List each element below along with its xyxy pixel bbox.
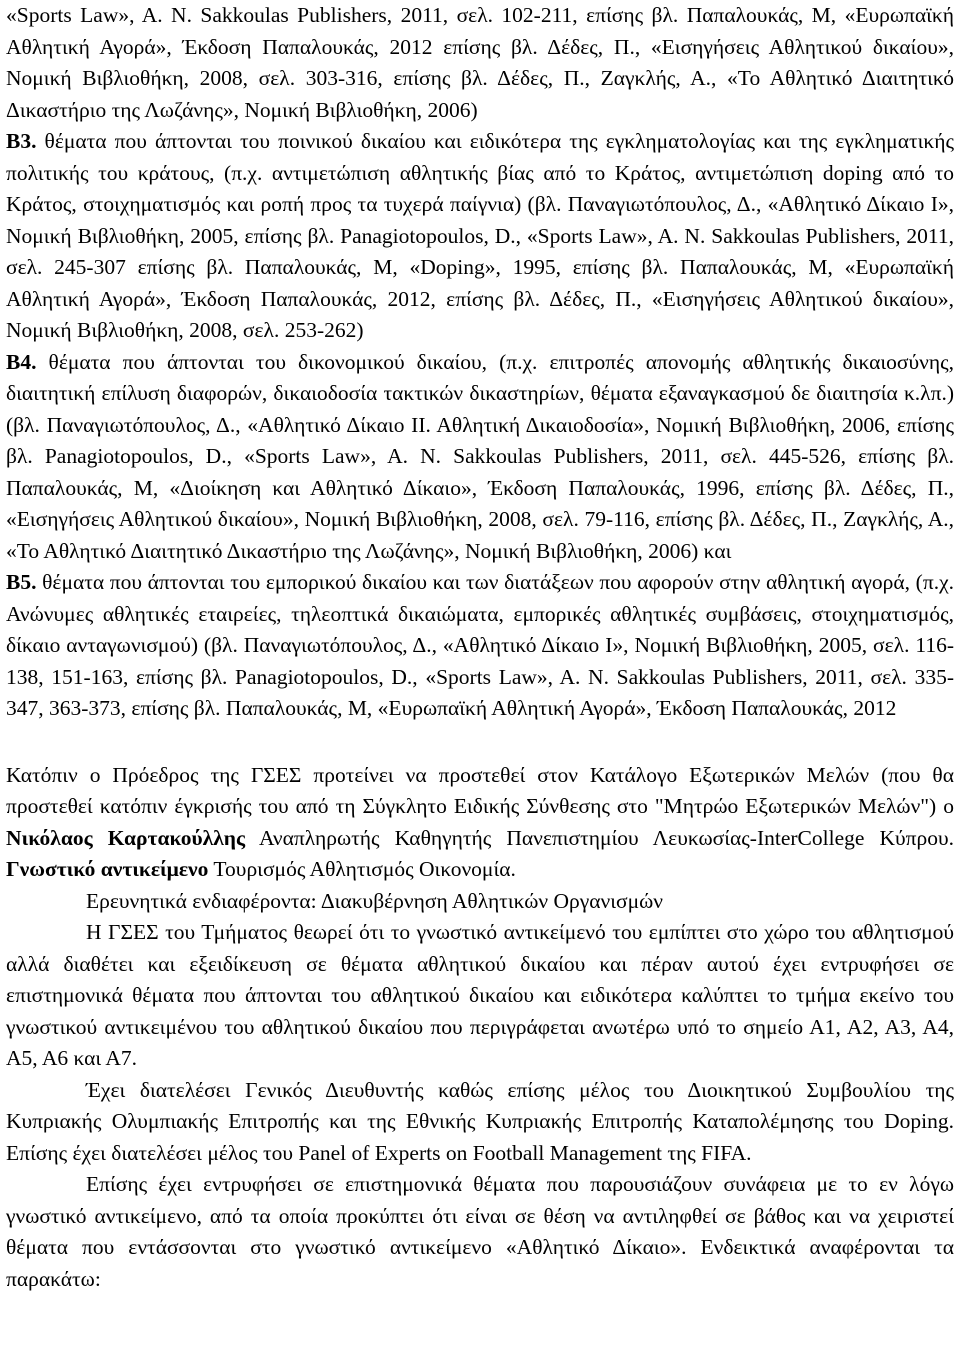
proposal-position: Αναπληρωτής Καθηγητής Πανεπιστημίου Λευκωσίας-InterCollege Κύπρου. bbox=[245, 825, 955, 850]
subject-text: Τουρισμός Αθλητισμός Οικονομία. bbox=[208, 857, 516, 881]
reference-paragraph: «Sports Law», A. N. Sakkoulas Publishers, 2011, σελ. 102-211, επίσης βλ. Παπαλουκάς, Μ, «Ευρωπαϊκή Αθλητική Αγορά», Έκδοση Παπαλουκάς, 2012 επίσης βλ. Δέδες, Π., «Εισηγήσεις Αθλητικού δικαίου», Νομική Βιβλιοθήκη, 2008, σελ. 303-316, επίσης βλ. Δέδες, Π., Ζαγκλής, Α., «Το Αθλητικό Διαιτητικό Δικαστήριο της Λωζάνης», Νομική Βιβλιοθήκη, 2006) bbox=[6, 3, 954, 122]
gses-paragraph: Η ΓΣΕΣ του Τμήματος θεωρεί ότι το γνωστικό αντικείμενό του εμπίπτει στο χώρο του αθλητισμού αλλά διαθέτει και εξειδίκευση σε θέματα αθλητικού δικαίου και πέραν αυτού έχει εντρυφήσει σε επιστημονικά θέματα που άπτονται του αθλητικού δικαίου και ειδικότερα καλύπτει το τμήμα εκείνο του γνωστικού αντικειμένου του αθλητικού δικαίου που περιγράφεται ανωτέρω υπό το σημείο Α1, Α2, Α3, Α4, Α5, Α6 και Α7. bbox=[6, 920, 954, 1070]
research-paragraph: Επίσης έχει εντρυφήσει σε επιστημονικά θέματα που παρουσιάζουν συνάφεια με το εν λόγω γνωστικό αντικείμενο, από τα οποία προκύπτει ότι είναι σε θέση να αντιληφθεί σε βάθος και να χειριστεί θέματα που εντάσσονται στο γνωστικό αντικείμενο «Αθλητικό Δίκαιο». Ενδεικτικά αναφέρονται τα παρακάτω: bbox=[6, 1172, 954, 1291]
section-label: B4. bbox=[6, 349, 37, 374]
proposal-text: Κατόπιν ο Πρόεδρος της ΓΣΕΣ προτείνει να προστεθεί στον Κατάλογο Εξωτερικών Μελών (που θα προστεθεί κατόπιν έγκρισής του από τη Σύγκλητο Ειδικής Σύνθεσης στο "Μητρώο Εξωτερικών Μελών") ο bbox=[6, 762, 954, 818]
section-b3 bbox=[6, 126, 954, 347]
section-label: B5. bbox=[6, 570, 37, 594]
proposal-paragraph bbox=[6, 760, 954, 886]
director-paragraph: Έχει διατελέσει Γενικός Διευθυντής καθώς επίσης μέλος του Διοικητικού Συμβουλίου της Κυπριακής Ολυμπιακής Επιτροπής και της Εθνικής Κυπριακής Επιτροπής Καταπολέμησης του Doping. Επίσης έχει διατελέσει μέλος του Panel of Experts on Football Management της FIFA. bbox=[6, 1077, 954, 1165]
section-text: θέματα που άπτονται του ποινικού δικαίου και ειδικότερα της εγκληματολογίας και της εγκληματικής πολιτικής του κράτους, (π.χ. αντιμετώπιση αθλητικής βίας από το Κράτος, αντιμετώπιση doping από το Κράτος, στοιχηματισμός και ροπή προς τα τυχερά παίγνια) (βλ. Παναγιωτόπουλος, Δ., «Αθλητικό Δίκαιο Ι», Νομική Βιβλιοθήκη, 2005, επίσης βλ. Panagiotopoulos, D., «Sports Law», A. N. Sakkoulas Publishers, 2011, σελ. 245-307 επίσης βλ. Παπαλουκάς, Μ, «Doping», 1995, επίσης βλ. Παπαλουκάς, Μ, «Ευρωπαϊκή Αθλητική Αγορά», Έκδοση Παπαλουκάς, 2012, επίσης βλ. Δέδες, Π., «Εισηγήσεις Αθλητικού δικαίου», Νομική Βιβλιοθήκη, 2008, σελ. 253-262) bbox=[6, 129, 954, 342]
research-interests: Ερευνητικά ενδιαφέροντα: Διακυβέρνηση Αθλητικών Οργανισμών bbox=[86, 888, 664, 913]
section-text: θέματα που άπτονται του δικονομικού δικαίου, (π.χ. επιτροπές απονομής αθλητικής δικαιοσύνης, διαιτητική επίλυση διαφορών, δικαιοδοσία τακτικών δικαστηρίων, θέματα εξαναγκασμού δε διαιτησία κ.λπ.) (βλ. Παναγιωτόπουλος, Δ., «Αθλητικό Δίκαιο ΙΙ. Αθλητική Δικαιοδοσία», Νομική Βιβλιοθήκη, 2006, επίσης βλ. Panagiotopoulos, D., «Sports Law», A. N. Sakkoulas Publishers, 2011, σελ. 445-526, επίσης βλ. Παπαλουκάς, Μ, «Διοίκηση και Αθλητικό Δίκαιο», Έκδοση Παπαλουκάς, 1996, επίσης βλ. Δέδες, Π., «Εισηγήσεις Αθλητικού δικαίου», Νομική Βιβλιοθήκη, 2008, σελ. 79-116, επίσης βλ. Δέδες, Π., Ζαγκλής, Α., «Το Αθλητικό Διαιτητικό Δικαστήριο της Λωζάνης», Νομική Βιβλιοθήκη, 2006) και bbox=[6, 349, 954, 563]
document-page bbox=[6, 0, 954, 1295]
section-b5 bbox=[6, 567, 954, 725]
section-b4 bbox=[6, 347, 954, 568]
member-name: Νικόλαος Καρτακούλλης bbox=[6, 825, 246, 850]
spacer bbox=[6, 725, 954, 760]
section-label: B3. bbox=[6, 129, 37, 153]
subject-label: Γνωστικό αντικείμενο bbox=[6, 857, 209, 881]
section-text: θέματα που άπτονται του εμπορικού δικαίου και των διατάξεων που αφορούν στην αθλητική αγορά, (π.χ. Ανώνυμες αθλητικές εταιρείες, τηλεοπτικά δικαιώματα, εμπορικές αθλητικές συμβάσεις, στοιχηματισμός, δίκαιο ανταγωνισμού) (βλ. Παναγιωτόπουλος, Δ., «Αθλητικό Δίκαιο Ι», Νομική Βιβλιοθήκη, 2005, σελ. 116-138, 151-163, επίσης βλ. Panagiotopoulos, D., «Sports Law», A. N. Sakkoulas Publishers, 2011, σελ. 335-347, 363-373, επίσης βλ. Παπαλουκάς, Μ, «Ευρωπαϊκή Αθλητική Αγορά», Έκδοση Παπαλουκάς, 2012 bbox=[6, 570, 954, 720]
